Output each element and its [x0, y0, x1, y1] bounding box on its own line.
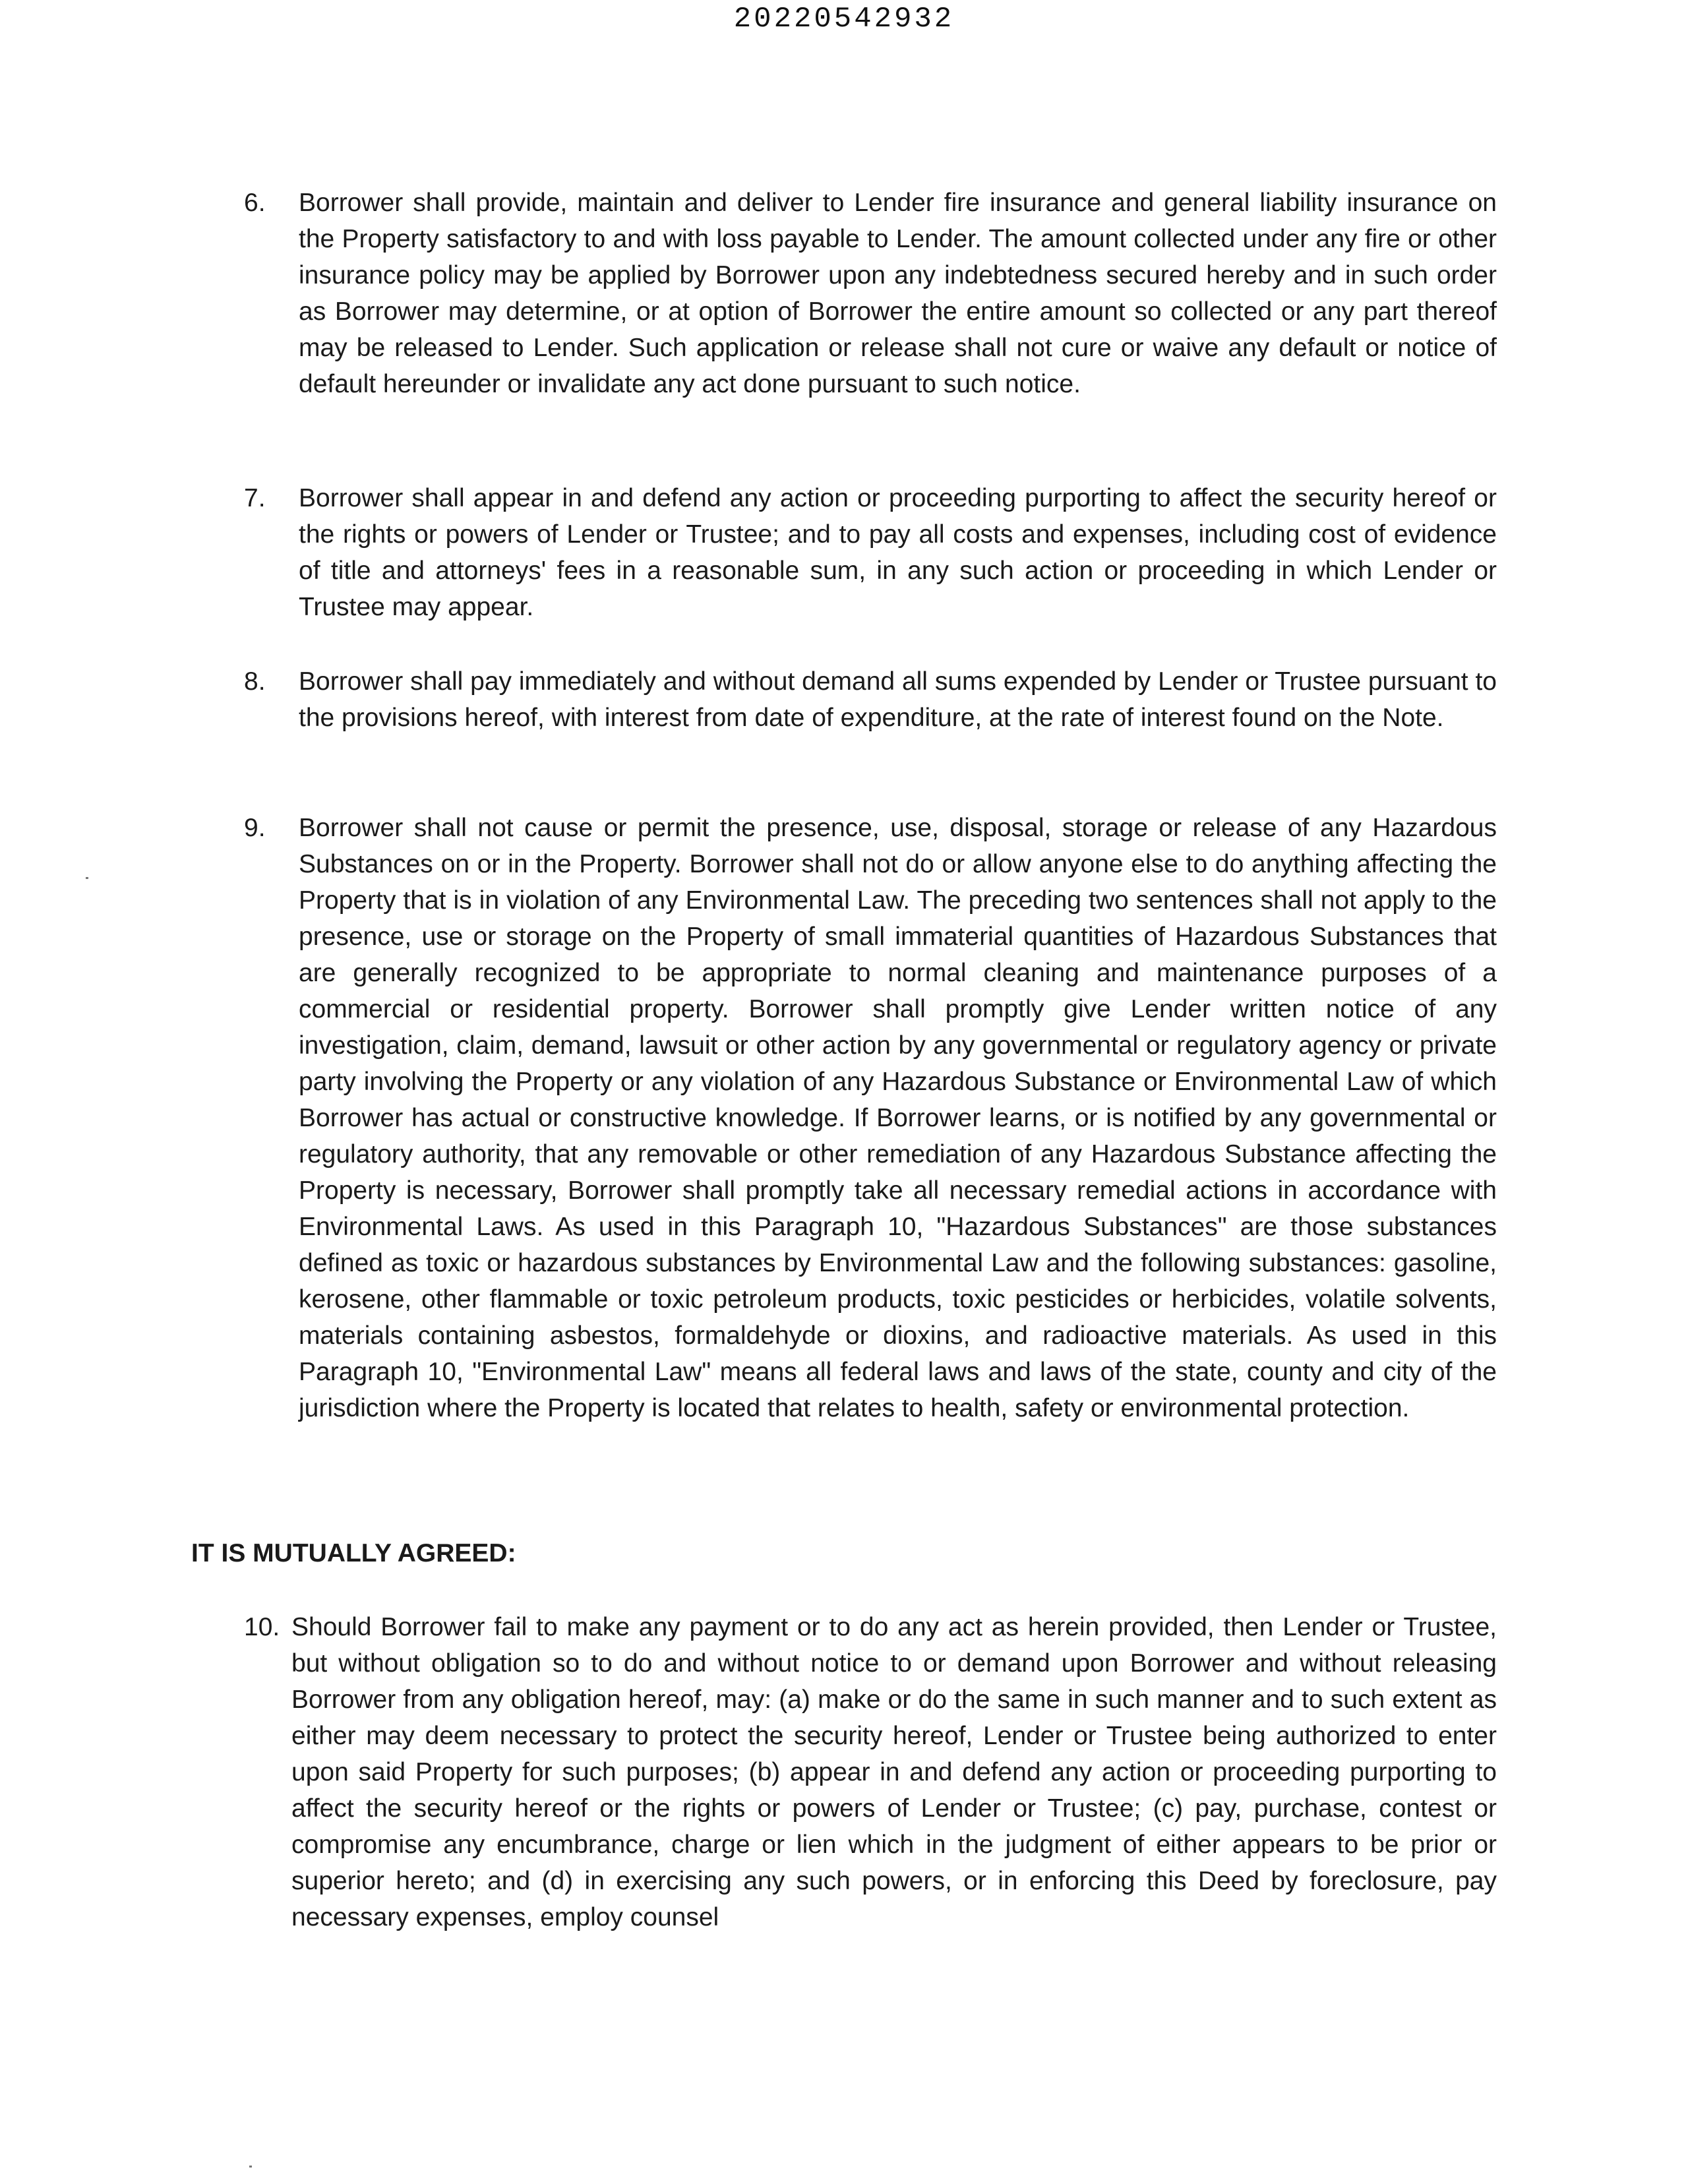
scan-speck: [249, 2166, 252, 2168]
paragraph-text: Borrower shall pay immediately and without demand all sums expended by Lender or Trustee pursuant to the provisions hereof, with interest from date of expenditure, at the rate of interest found on the Note.: [299, 667, 1497, 732]
paragraph-text: Borrower shall appear in and defend any action or proceeding purporting to affect the security hereof or the rights or powers of Lender or Trustee; and to pay all costs and expenses, including cost of evidence of title and attorneys' fees in a reasonable sum, in any such action or proceeding in which Lender or Trustee may appear.: [299, 484, 1497, 621]
paragraph-number: 6.: [244, 189, 266, 217]
section-heading: IT IS MUTUALLY AGREED:: [191, 1539, 516, 1567]
document-number: 20220542932: [733, 3, 955, 36]
paragraph-number: 10.: [244, 1613, 280, 1641]
paragraph-8: [244, 663, 1497, 736]
paragraph-6: [244, 185, 1497, 402]
paragraph-number: 8.: [244, 667, 266, 696]
paragraph-number: 7.: [244, 484, 266, 512]
scan-speck: [86, 877, 88, 879]
paragraph-7: [244, 480, 1497, 625]
paragraph-text: Should Borrower fail to make any payment or to do any act as herein provided, then Lender or Trustee, but without obligation so to do and without notice to or demand upon Borrower and without releasing Borrower from any obligation hereof, may: (a) make or do the same in such manner and to such extent as either may deem necessary to protect the security hereof, Lender or Trustee being authorized to enter upon said Property for such purposes; (b) appear in and defend any action or proceeding purporting to affect the security hereof or the rights or powers of Lender or Trustee; (c) pay, purchase, contest or compromise any encumbrance, charge or lien which in the judgment of either appears to be prior or superior hereto; and (d) in exercising any such powers, or in enforcing this Deed by foreclosure, pay necessary expenses, employ counsel: [291, 1613, 1497, 1931]
paragraph-9: [244, 810, 1497, 1426]
paragraph-number: 9.: [244, 814, 266, 842]
paragraph-10: [244, 1609, 1497, 1935]
paragraph-text: Borrower shall not cause or permit the presence, use, disposal, storage or release of any Hazardous Substances on or in the Property. Borrower shall not do or allow anyone else to do anything affecting the Property that is in violation of any Environmental Law. The preceding two sentences shall not apply to the presence, use or storage on the Property of small immaterial quantities of Hazardous Substances that are generally recognized to be appropriate to normal cleaning and maintenance purposes of a commercial or residential property. Borrower shall promptly give Lender written notice of any investigation, claim, demand, lawsuit or other action by any governmental or regulatory agency or private party involving the Property or any violation of any Hazardous Substance or Environmental Law of which Borrower has actual or constructive knowledge. If Borrower learns, or is notified by any governmental or regulatory authority, that any removable or other remediation of any Hazardous Substance affecting the Property is necessary, Borrower shall promptly take all necessary remedial actions in accordance with Environmental Laws. As used in this Paragraph 10, "Hazardous Substances" are those substances defined as toxic or hazardous substances by Environmental Law and the following substances: gasoline, kerosene, other flammable or toxic petroleum products, toxic pesticides or herbicides, volatile solvents, materials containing asbestos, formaldehyde or dioxins, and radioactive materials. As used in this Paragraph 10, "Environmental Law" means all federal laws and laws of the state, county and city of the jurisdiction where the Property is located that relates to health, safety or environmental protection.: [299, 814, 1497, 1422]
paragraph-text: Borrower shall provide, maintain and deliver to Lender fire insurance and general liability insurance on the Property satisfactory to and with loss payable to Lender. The amount collected under any fire or other insurance policy may be applied by Borrower upon any indebtedness secured hereby and in such order as Borrower may determine, or at option of Borrower the entire amount so collected or any part thereof may be released to Lender. Such application or release shall not cure or waive any default or notice of default hereunder or invalidate any act done pursuant to such notice.: [299, 189, 1497, 398]
